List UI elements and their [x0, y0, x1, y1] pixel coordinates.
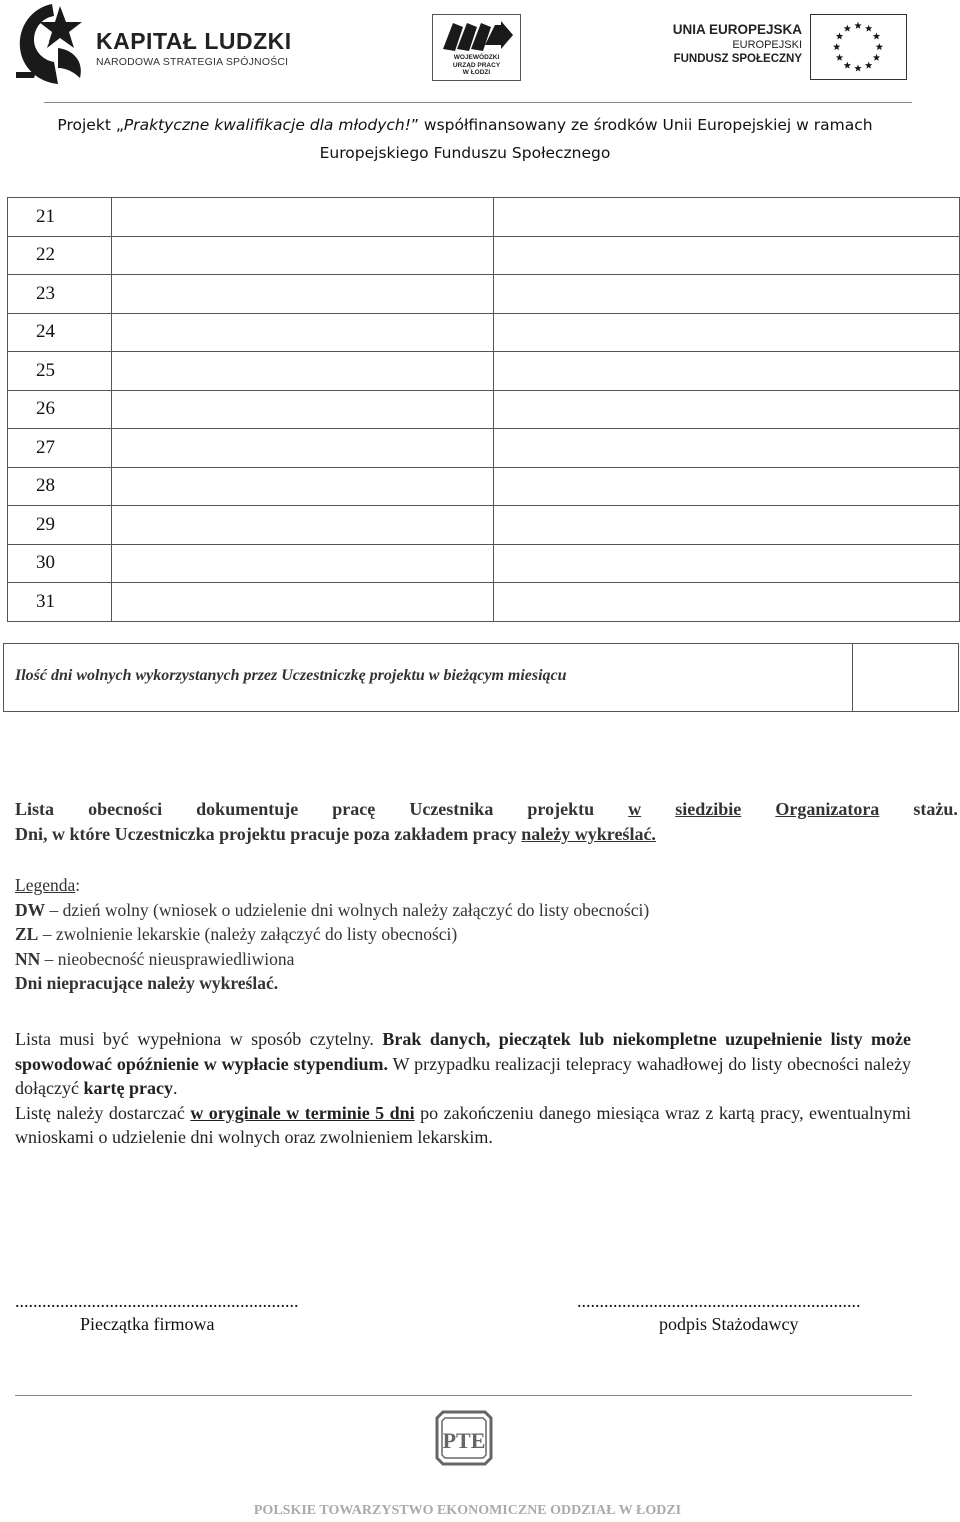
- wup-logo-text: [433, 54, 520, 77]
- table-row: [8, 236, 960, 275]
- eu-star-icon: [865, 62, 872, 69]
- eu-star-icon: [836, 32, 843, 39]
- attendance-cell[interactable]: [112, 506, 494, 545]
- eu-flag-icon: [810, 14, 907, 80]
- eu-line-1: UNIA EUROPEJSKA: [672, 22, 802, 37]
- wup-logo-line-1: WOJEWÓDZKI: [453, 54, 500, 61]
- pte-logo-text: PTE: [442, 1428, 486, 1453]
- attendance-cell[interactable]: [112, 352, 494, 391]
- instructions-paragraph-2: [15, 1101, 911, 1150]
- legend-abbr: NN: [15, 948, 41, 969]
- table-row: [8, 467, 960, 506]
- eu-star-icon: [865, 25, 872, 32]
- notes-work-card: kartę pracy: [83, 1078, 173, 1098]
- signature-cell[interactable]: [494, 198, 960, 237]
- company-stamp-label: Pieczątka firmowa: [80, 1314, 215, 1334]
- instructions: [15, 1027, 911, 1150]
- attendance-info-line-2: [15, 822, 958, 847]
- signature-cell[interactable]: [494, 275, 960, 314]
- notes-warning: Brak danych, pieczątek lub niekompletne uzupełnienie listy może spowodować opóźnienie w wypłacie stypendium.: [15, 1029, 912, 1074]
- wup-emblem-icon: [439, 19, 515, 53]
- legend-text: – nieobecność nieusprawiedliwiona: [40, 948, 295, 969]
- signature-cell[interactable]: [494, 429, 960, 468]
- footer-organization: POLSKIE TOWARZYSTWO EKONOMICZNE ODDZIAŁ W ŁODZI: [253, 1503, 682, 1518]
- legend-item-nn: [15, 947, 915, 972]
- info-word: projektu: [527, 799, 595, 819]
- attendance-cell[interactable]: [112, 467, 494, 506]
- day-number-cell: 25: [8, 352, 112, 391]
- signature-cell[interactable]: [494, 313, 960, 352]
- kapital-ludzki-emblem-icon: [14, 2, 90, 86]
- free-days-row: [3, 643, 959, 712]
- project-line-2: Europejskiego Funduszu Społecznego: [319, 144, 611, 162]
- signature-cell[interactable]: [494, 390, 960, 429]
- eu-line-3: FUNDUSZ SPOŁECZNY: [673, 53, 802, 65]
- pte-logo-icon: [435, 1410, 493, 1466]
- notes-text: W przypadku realizacji telepracy wahadłowej do listy obecności należy dołączyć: [15, 1053, 912, 1098]
- notes-text: .: [172, 1078, 178, 1098]
- free-days-value-cell[interactable]: [852, 644, 958, 711]
- eu-logo: [670, 14, 910, 82]
- table-row: [8, 352, 960, 391]
- notes-text: po zakończeniu danego miesiąca wraz z kartą pracy, ewentualnymi wnioskami o udzielenie dni wolnych oraz zwolnieniem lekarskim.: [15, 1102, 912, 1147]
- signature-cell[interactable]: [494, 506, 960, 545]
- day-number-cell: 29: [8, 506, 112, 545]
- info-word: dokumentuje: [196, 799, 299, 819]
- project-description: [0, 111, 930, 167]
- legend-strike-note: Dni niepracujące należy wykreślać.: [15, 973, 279, 993]
- attendance-cell[interactable]: [112, 275, 494, 314]
- day-number-cell: 23: [8, 275, 112, 314]
- legend-abbr: ZL: [15, 924, 39, 944]
- attendance-cell[interactable]: [112, 583, 494, 622]
- day-number-cell: 31: [8, 583, 112, 622]
- footer-divider: [15, 1395, 912, 1396]
- project-line-1: [0, 111, 930, 139]
- info-word-underlined: siedzibie: [675, 799, 742, 819]
- day-number-cell: 26: [8, 390, 112, 429]
- day-number-cell: 28: [8, 467, 112, 506]
- day-number-cell: 22: [8, 236, 112, 275]
- eu-line-2: EUROPEJSKI: [732, 39, 802, 51]
- notes-text: Listę należy dostarczać: [15, 1102, 191, 1123]
- eu-star-icon: [854, 64, 861, 71]
- eu-star-icon: [844, 62, 851, 69]
- kapital-ludzki-subtitle: NARODOWA STRATEGIA SPÓJNOŚCI: [96, 56, 289, 68]
- table-row: [8, 429, 960, 468]
- attendance-table: [7, 197, 960, 622]
- attendance-cell[interactable]: [112, 198, 494, 237]
- page-header: [0, 0, 960, 175]
- wup-logo-line-3: W ŁODZI: [462, 69, 491, 76]
- info-line-2-text: Dni, w które Uczestniczka projektu pracuje poza zakładem pracy: [15, 824, 522, 844]
- signature-cell[interactable]: [494, 236, 960, 275]
- attendance-info-line-1: [15, 797, 958, 822]
- day-number-cell: 24: [8, 313, 112, 352]
- notes-text: Lista musi być wypełniona w sposób czytelny.: [15, 1029, 383, 1049]
- attendance-cell[interactable]: [112, 544, 494, 583]
- employer-signature-field: [577, 1290, 861, 1336]
- info-word: Uczestnika: [409, 799, 494, 819]
- attendance-info: [15, 797, 958, 847]
- attendance-cell[interactable]: [112, 236, 494, 275]
- legend-text: – zwolnienie lekarskie (należy załączyć do listy obecności): [38, 924, 458, 944]
- attendance-cell[interactable]: [112, 390, 494, 429]
- eu-star-icon: [876, 43, 883, 50]
- signature-cell[interactable]: [494, 467, 960, 506]
- free-days-label: Ilość dni wolnych wykorzystanych przez Uczestniczkę projektu w bieżącym miesiącu: [15, 667, 567, 684]
- info-word: Lista: [15, 799, 55, 819]
- eu-star-icon: [854, 22, 861, 29]
- table-row: [8, 198, 960, 237]
- attendance-cell[interactable]: [112, 429, 494, 468]
- legend-heading-text: Legenda: [15, 875, 76, 895]
- legend-abbr: DW: [15, 899, 46, 920]
- notes-deadline: w oryginale w terminie 5 dni: [190, 1102, 415, 1123]
- legend: [15, 873, 915, 996]
- project-title: Praktyczne kwalifikacje dla młodych!: [123, 116, 411, 134]
- project-prefix: Projekt „: [57, 116, 124, 134]
- eu-star-icon: [833, 43, 840, 50]
- wup-lodz-logo: [432, 14, 521, 81]
- signature-cell[interactable]: [494, 544, 960, 583]
- wup-logo-line-2: URZĄD PRACY: [452, 61, 501, 69]
- legend-item-zl: [15, 922, 915, 947]
- table-row: [8, 313, 960, 352]
- table-row: [8, 275, 960, 314]
- attendance-cell[interactable]: [112, 313, 494, 352]
- employer-signature-label: podpis Stażodawcy: [659, 1314, 799, 1334]
- day-number-cell: 30: [8, 544, 112, 583]
- info-word-underlined: w: [628, 799, 642, 819]
- table-row: [8, 390, 960, 429]
- project-suffix: ” współfinansowany ze środków Unii Europejskiej w ramach: [410, 116, 873, 134]
- legend-text: – dzień wolny (wniosek o udzielenie dni wolnych należy załączyć do listy obecności): [45, 899, 650, 920]
- instructions-paragraph-1: [15, 1027, 911, 1101]
- employer-signature-line[interactable]: ...............................................................: [577, 1291, 861, 1311]
- info-word: stażu.: [913, 799, 958, 819]
- table-row: [8, 583, 960, 622]
- company-stamp-line[interactable]: ...............................................................: [15, 1291, 299, 1311]
- info-word-underlined: Organizatora: [775, 799, 880, 819]
- eu-star-icon: [873, 54, 880, 61]
- table-row: [8, 544, 960, 583]
- day-number-cell: 21: [8, 198, 112, 237]
- eu-star-icon: [873, 32, 880, 39]
- signature-cell[interactable]: [494, 583, 960, 622]
- legend-item-dw: [15, 898, 915, 923]
- day-number-cell: 27: [8, 429, 112, 468]
- info-line-2-underlined: należy wykreślać.: [521, 824, 656, 844]
- eu-star-icon: [836, 54, 843, 61]
- table-row: [8, 506, 960, 545]
- header-divider: [44, 102, 912, 103]
- kapital-ludzki-logo: [14, 2, 304, 86]
- company-stamp-field: [15, 1290, 299, 1336]
- eu-star-icon: [844, 25, 851, 32]
- signature-cell[interactable]: [494, 352, 960, 391]
- info-word: pracę: [332, 799, 376, 819]
- kapital-ludzki-title: KAPITAŁ LUDZKI: [96, 28, 292, 54]
- eu-logo-text: [670, 22, 802, 66]
- info-word: obecności: [88, 799, 163, 819]
- legend-heading: [15, 873, 915, 898]
- legend-heading-colon: :: [75, 875, 81, 895]
